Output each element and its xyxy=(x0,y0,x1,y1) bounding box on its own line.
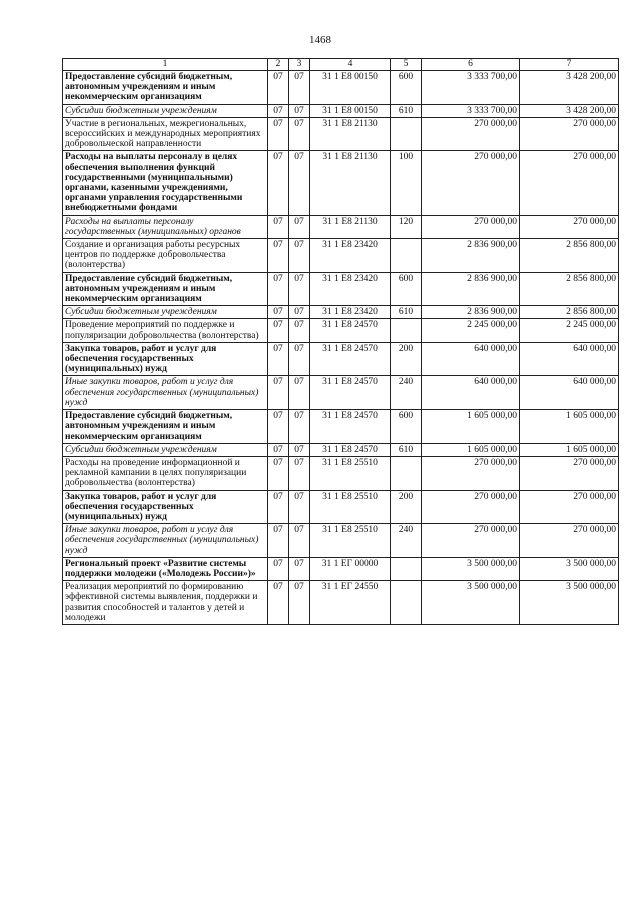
row-subsection-cell: 07 xyxy=(289,306,310,319)
table-row xyxy=(63,215,619,238)
row-amount-year1-cell: 270 000,00 xyxy=(422,524,520,558)
row-section-cell: 07 xyxy=(268,319,289,342)
row-name-cell: Иные закупки товаров, работ и услуг для обеспечения государственных (муниципальных) нужд xyxy=(63,376,268,410)
table-row xyxy=(63,239,619,273)
row-section-cell: 07 xyxy=(268,151,289,215)
row-subsection-cell: 07 xyxy=(289,272,310,306)
header-col-2: 2 xyxy=(268,59,289,71)
row-section-cell: 07 xyxy=(268,376,289,410)
row-amount-year2-cell: 1 605 000,00 xyxy=(520,410,619,444)
row-expense-type-cell xyxy=(391,239,422,273)
table-row xyxy=(63,104,619,117)
table-row xyxy=(63,490,619,524)
row-name-cell: Субсидии бюджетным учреждениям xyxy=(63,104,268,117)
row-amount-year2-cell: 640 000,00 xyxy=(520,376,619,410)
row-amount-year2-cell: 270 000,00 xyxy=(520,524,619,558)
row-expense-type-cell: 610 xyxy=(391,443,422,456)
row-name-cell: Региональный проект «Развитие системы поддержки молодежи («Молодежь России»)» xyxy=(63,557,268,580)
row-section-cell: 07 xyxy=(268,581,289,625)
row-section-cell: 07 xyxy=(268,342,289,376)
row-amount-year2-cell: 2 856 800,00 xyxy=(520,272,619,306)
row-expense-type-cell: 120 xyxy=(391,215,422,238)
row-section-cell: 07 xyxy=(268,306,289,319)
row-amount-year2-cell: 3 500 000,00 xyxy=(520,581,619,625)
row-subsection-cell: 07 xyxy=(289,490,310,524)
row-name-cell: Закупка товаров, работ и услуг для обеспечения государственных (муниципальных) нужд xyxy=(63,342,268,376)
row-target-article-cell: 31 1 E8 24570 xyxy=(310,342,391,376)
row-target-article-cell: 31 1 EГ 24550 xyxy=(310,581,391,625)
row-amount-year2-cell: 640 000,00 xyxy=(520,342,619,376)
row-target-article-cell: 31 1 E8 00150 xyxy=(310,71,391,105)
row-amount-year2-cell: 270 000,00 xyxy=(520,456,619,490)
row-section-cell: 07 xyxy=(268,215,289,238)
table-row xyxy=(63,581,619,625)
row-target-article-cell: 31 1 E8 24570 xyxy=(310,376,391,410)
row-section-cell: 07 xyxy=(268,104,289,117)
row-section-cell: 07 xyxy=(268,272,289,306)
row-name-cell: Расходы на проведение информационной и рекламной кампании в целях популяризации добровольчества (волонтерства) xyxy=(63,456,268,490)
row-subsection-cell: 07 xyxy=(289,71,310,105)
row-target-article-cell: 31 1 E8 00150 xyxy=(310,104,391,117)
row-target-article-cell: 31 1 E8 21130 xyxy=(310,151,391,215)
row-target-article-cell: 31 1 E8 25510 xyxy=(310,524,391,558)
row-section-cell: 07 xyxy=(268,71,289,105)
row-subsection-cell: 07 xyxy=(289,151,310,215)
row-amount-year2-cell: 2 856 800,00 xyxy=(520,239,619,273)
table-row xyxy=(63,524,619,558)
header-col-1: 1 xyxy=(63,59,268,71)
row-amount-year1-cell: 270 000,00 xyxy=(422,117,520,151)
row-target-article-cell: 31 1 EГ 00000 xyxy=(310,557,391,580)
row-amount-year2-cell: 1 605 000,00 xyxy=(520,443,619,456)
row-amount-year1-cell: 2 245 000,00 xyxy=(422,319,520,342)
row-expense-type-cell: 600 xyxy=(391,410,422,444)
row-name-cell: Расходы на выплаты персоналу в целях обеспечения выполнения функций государственными (муниципальными) органами, казенными учреждениями, органами управления государственными внебюджетными фондами xyxy=(63,151,268,215)
header-col-6: 6 xyxy=(422,59,520,71)
table-row xyxy=(63,272,619,306)
row-expense-type-cell xyxy=(391,117,422,151)
row-amount-year1-cell: 270 000,00 xyxy=(422,456,520,490)
table-row xyxy=(63,376,619,410)
row-name-cell: Проведение мероприятий по поддержке и популяризации добровольчества (волонтерства) xyxy=(63,319,268,342)
row-expense-type-cell: 600 xyxy=(391,272,422,306)
row-subsection-cell: 07 xyxy=(289,410,310,444)
table-row xyxy=(63,319,619,342)
table-body xyxy=(63,71,619,625)
row-expense-type-cell xyxy=(391,319,422,342)
header-col-3: 3 xyxy=(289,59,310,71)
row-amount-year1-cell: 3 333 700,00 xyxy=(422,71,520,105)
row-name-cell: Предоставление субсидий бюджетным, автономным учреждениям и иным некоммерческим организациям xyxy=(63,272,268,306)
row-section-cell: 07 xyxy=(268,490,289,524)
row-name-cell: Предоставление субсидий бюджетным, автономным учреждениям и иным некоммерческим организациям xyxy=(63,410,268,444)
row-name-cell: Субсидии бюджетным учреждениям xyxy=(63,306,268,319)
table-row xyxy=(63,456,619,490)
page-number: 1468 xyxy=(309,34,331,46)
row-target-article-cell: 31 1 E8 24570 xyxy=(310,443,391,456)
row-amount-year1-cell: 3 500 000,00 xyxy=(422,581,520,625)
row-target-article-cell: 31 1 E8 23420 xyxy=(310,306,391,319)
row-name-cell: Реализация мероприятий по формированию эффективной системы выявления, поддержки и развития способностей и талантов у детей и молодежи xyxy=(63,581,268,625)
row-target-article-cell: 31 1 E8 21130 xyxy=(310,215,391,238)
row-expense-type-cell: 200 xyxy=(391,490,422,524)
row-subsection-cell: 07 xyxy=(289,117,310,151)
table-row xyxy=(63,342,619,376)
row-subsection-cell: 07 xyxy=(289,319,310,342)
row-target-article-cell: 31 1 E8 24570 xyxy=(310,410,391,444)
row-amount-year1-cell: 640 000,00 xyxy=(422,376,520,410)
table-row xyxy=(63,71,619,105)
row-section-cell: 07 xyxy=(268,239,289,273)
row-section-cell: 07 xyxy=(268,524,289,558)
row-amount-year2-cell: 270 000,00 xyxy=(520,490,619,524)
table-row xyxy=(63,410,619,444)
row-amount-year1-cell: 3 500 000,00 xyxy=(422,557,520,580)
row-amount-year1-cell: 1 605 000,00 xyxy=(422,443,520,456)
header-col-5: 5 xyxy=(391,59,422,71)
row-subsection-cell: 07 xyxy=(289,376,310,410)
row-section-cell: 07 xyxy=(268,557,289,580)
table-row xyxy=(63,557,619,580)
row-expense-type-cell xyxy=(391,557,422,580)
row-amount-year1-cell: 270 000,00 xyxy=(422,490,520,524)
row-amount-year1-cell: 270 000,00 xyxy=(422,151,520,215)
row-amount-year2-cell: 2 245 000,00 xyxy=(520,319,619,342)
row-amount-year1-cell: 2 836 900,00 xyxy=(422,272,520,306)
row-subsection-cell: 07 xyxy=(289,443,310,456)
row-expense-type-cell xyxy=(391,581,422,625)
row-amount-year2-cell: 3 428 200,00 xyxy=(520,71,619,105)
row-subsection-cell: 07 xyxy=(289,557,310,580)
row-target-article-cell: 31 1 E8 25510 xyxy=(310,490,391,524)
row-amount-year1-cell: 3 333 700,00 xyxy=(422,104,520,117)
row-expense-type-cell: 610 xyxy=(391,104,422,117)
table-row xyxy=(63,306,619,319)
row-subsection-cell: 07 xyxy=(289,215,310,238)
row-target-article-cell: 31 1 E8 23420 xyxy=(310,272,391,306)
row-name-cell: Субсидии бюджетным учреждениям xyxy=(63,443,268,456)
row-expense-type-cell: 610 xyxy=(391,306,422,319)
table-row xyxy=(63,117,619,151)
row-amount-year1-cell: 640 000,00 xyxy=(422,342,520,376)
row-amount-year1-cell: 1 605 000,00 xyxy=(422,410,520,444)
row-name-cell: Иные закупки товаров, работ и услуг для обеспечения государственных (муниципальных) нужд xyxy=(63,524,268,558)
header-col-7: 7 xyxy=(520,59,619,71)
row-expense-type-cell: 600 xyxy=(391,71,422,105)
row-amount-year2-cell: 270 000,00 xyxy=(520,151,619,215)
row-section-cell: 07 xyxy=(268,443,289,456)
row-subsection-cell: 07 xyxy=(289,342,310,376)
row-subsection-cell: 07 xyxy=(289,239,310,273)
table-row xyxy=(63,151,619,215)
row-target-article-cell: 31 1 E8 21130 xyxy=(310,117,391,151)
row-expense-type-cell: 240 xyxy=(391,524,422,558)
row-expense-type-cell: 240 xyxy=(391,376,422,410)
row-amount-year2-cell: 2 856 800,00 xyxy=(520,306,619,319)
row-subsection-cell: 07 xyxy=(289,581,310,625)
row-subsection-cell: 07 xyxy=(289,456,310,490)
row-target-article-cell: 31 1 E8 24570 xyxy=(310,319,391,342)
row-amount-year2-cell: 270 000,00 xyxy=(520,215,619,238)
row-amount-year2-cell: 3 428 200,00 xyxy=(520,104,619,117)
row-target-article-cell: 31 1 E8 23420 xyxy=(310,239,391,273)
row-name-cell: Закупка товаров, работ и услуг для обеспечения государственных (муниципальных) нужд xyxy=(63,490,268,524)
row-subsection-cell: 07 xyxy=(289,524,310,558)
row-section-cell: 07 xyxy=(268,456,289,490)
row-name-cell: Предоставление субсидий бюджетным, автономным учреждениям и иным некоммерческим организациям xyxy=(63,71,268,105)
row-expense-type-cell xyxy=(391,456,422,490)
budget-table xyxy=(62,58,619,625)
row-amount-year1-cell: 2 836 900,00 xyxy=(422,239,520,273)
table-row xyxy=(63,443,619,456)
row-amount-year1-cell: 270 000,00 xyxy=(422,215,520,238)
header-col-4: 4 xyxy=(310,59,391,71)
row-target-article-cell: 31 1 E8 25510 xyxy=(310,456,391,490)
row-amount-year1-cell: 2 836 900,00 xyxy=(422,306,520,319)
row-section-cell: 07 xyxy=(268,410,289,444)
row-expense-type-cell: 100 xyxy=(391,151,422,215)
row-amount-year2-cell: 3 500 000,00 xyxy=(520,557,619,580)
row-subsection-cell: 07 xyxy=(289,104,310,117)
row-name-cell: Расходы на выплаты персоналу государственных (муниципальных) органов xyxy=(63,215,268,238)
row-amount-year2-cell: 270 000,00 xyxy=(520,117,619,151)
header-row xyxy=(63,59,619,71)
row-name-cell: Создание и организация работы ресурсных центров по поддержке добровольчества (волонтерства) xyxy=(63,239,268,273)
row-name-cell: Участие в региональных, межрегиональных, всероссийских и международных мероприятиях добровольческой направленности xyxy=(63,117,268,151)
row-expense-type-cell: 200 xyxy=(391,342,422,376)
row-section-cell: 07 xyxy=(268,117,289,151)
